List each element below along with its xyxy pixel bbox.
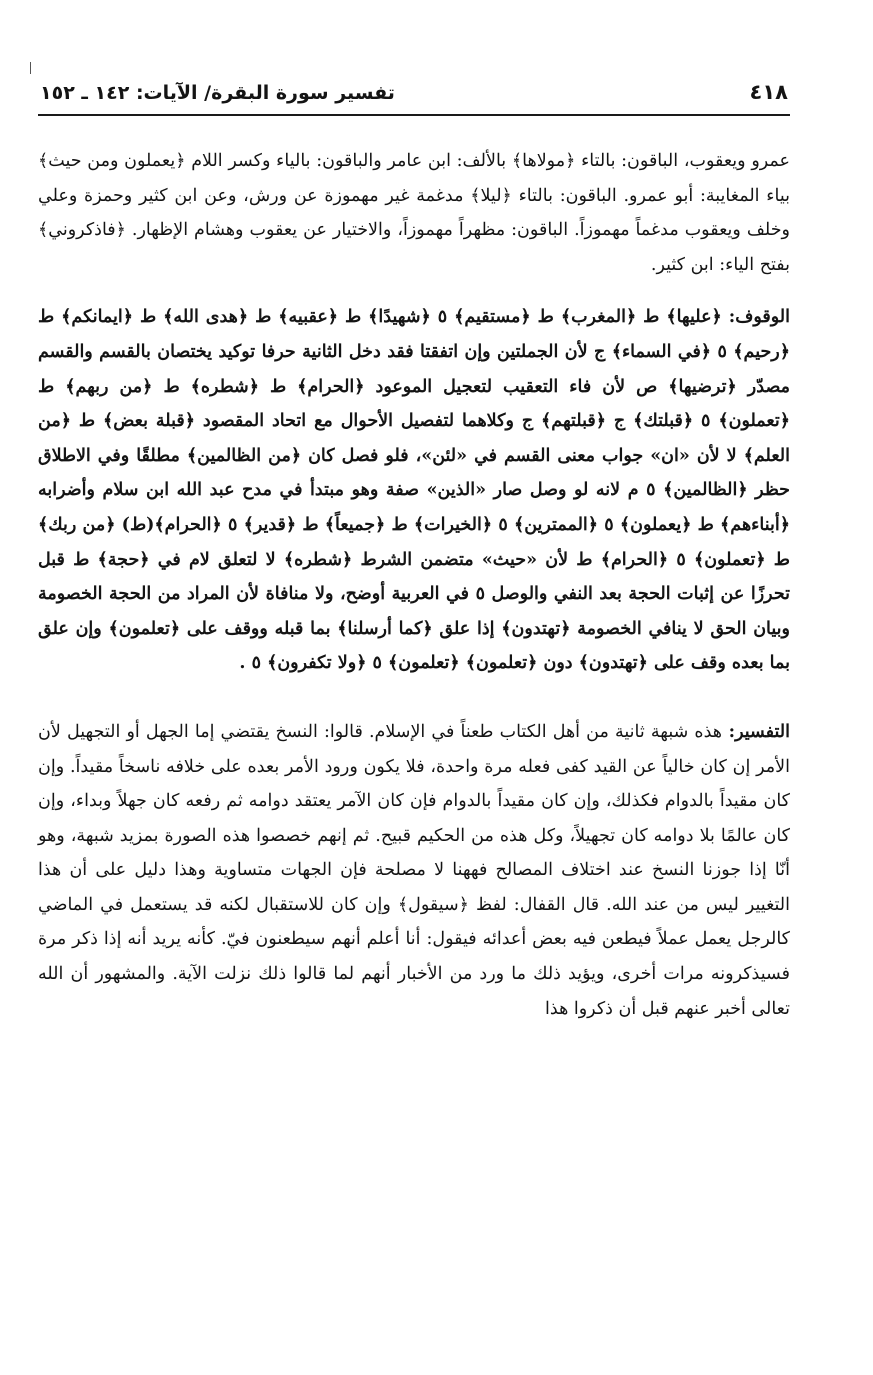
page xyxy=(38,80,790,1026)
running-title: تفسير سورة البقرة/ الآيات: ١٤٢ ـ ١٥٢ xyxy=(40,82,395,104)
wuquf-lead: الوقوف: xyxy=(721,307,791,328)
running-header xyxy=(38,80,790,116)
qiraat-paragraph xyxy=(38,144,790,282)
qiraat-text: عمرو ويعقوب، الباقون: بالتاء ﴿مولاها﴾ بالألف: ابن عامر والباقون: بالياء وكسر اللام ﴿يعملون ومن حيث﴾ بياء المغايبة: أبو عمرو. الباقون: بالتاء ﴿ليلا﴾ مدغمة غير مهموزة عن ورش، وعن ابن كثير وحمزة وعلي وخلف ويعقوب مدغماً مهموزاً. الباقون: مظهراً مهموزاً، والاختيار عن يعقوب وهشام الإظهار. ﴿فاذكروني﴾ بفتح الياء: ابن كثير. xyxy=(38,151,790,275)
tafsir-lead: التفسير: xyxy=(722,721,790,742)
page-number: ٤١٨ xyxy=(749,80,788,104)
wuquf-paragraph xyxy=(38,300,790,681)
margin-mark xyxy=(30,62,31,74)
tafsir-paragraph xyxy=(38,715,790,1026)
tafsir-text: هذه شبهة ثانية من أهل الكتاب طعناً في الإسلام. قالوا: النسخ يقتضي إما الجهل أو التجهيل لأن الأمر إن كان خالياً عن القيد كفى فعله مرة واحدة، فلا يكون ورود الأمر بعده على خلافه ناسخاً مقيداً. وإن كان مقيداً بالدوام فكذلك، وإن كان مقيداً بالدوام فإن كان الآمر يعتقد دوامه ثم رفعه كان جهلاً وبداء، وإن كان عالمًا بلا دوامه كان تجهيلاً، وكل هذه من الحكيم قبيح. ثم إنهم خصصوا هذه الصورة بمزيد شبهة، وهو أنّا إذا جوزنا النسخ عند اختلاف المصالح فههنا لا مصلحة فإن الجهات متساوية وهذا دليل على أن هذا التغيير ليس من عند الله. قال القفال: لفظ ﴿سيقول﴾ وإن كان للاستقبال لكنه قد يستعمل في الماضي كالرجل يعمل عملاً فيطعن فيه بعض أعدائه فيقول: أنا أعلم أنهم سيطعنون فيّ. كأنه يريد أنه إذا ذكر مرة فسيذكرونه مرات أخرى، ويؤيد ذلك ما ورد من الأخبار أنهم لما قالوا ذلك نزلت الآية. والمشهور أن الله تعالى أخبر عنهم قبل أن ذكروا هذا xyxy=(38,721,790,1019)
wuquf-text: ﴿عليها﴾ ط ﴿المغرب﴾ ط ﴿مستقيم﴾ ٥ ﴿شهيدًا﴾ ط ﴿عقبيه﴾ ط ﴿هدى الله﴾ ط ﴿ايمانكم﴾ ط ﴿رحيم﴾ ٥ ﴿في السماء﴾ ج لأن الجملتين وإن اتفقتا فقد دخل الثانية حرفا توكيد يختصان بالقسم والقسم مصدّر ﴿ترضيها﴾ ص لأن فاء التعقيب لتعجيل الموعود ﴿الحرام﴾ ط ﴿شطره﴾ ط ﴿من ربهم﴾ ط ﴿تعملون﴾ ٥ ﴿قبلتك﴾ ج ﴿قبلتهم﴾ ج وكلاهما لتفصيل الأحوال مع اتحاد المقصود ﴿قبلة بعض﴾ ط ﴿من العلم﴾ لا لأن «ان» جواب معنى القسم في «لئن»، فلو فصل كان ﴿من الظالمين﴾ مطلقًا وفي الاطلاق حظر ﴿الظالمين﴾ ٥ م لانه لو وصل صار «الذين» صفة وهو مبتدأ في مدح عبد الله ابن سلام وأضرابه ﴿أبناءهم﴾ ط ﴿يعملون﴾ ٥ ﴿الممترين﴾ ٥ ﴿الخيرات﴾ ط ﴿جميعاً﴾ ط ﴿قدير﴾ ٥ ﴿الحرام﴾(ط) ﴿من ربك﴾ ط ﴿تعملون﴾ ٥ ﴿الحرام﴾ ط لأن «حيث» متضمن الشرط ﴿شطره﴾ لا لتعلق لام في ﴿حجة﴾ ط قبل تحرزًا عن إثبات الحجة بعد النفي والوصل ٥ في العربية أوضح، ولا منافاة لأن المراد من الحجة الخصومة وبيان الحق لا ينافي الخصومة ﴿تهتدون﴾ إذا علق ﴿كما أرسلنا﴾ بما قبله ووقف على ﴿تعلمون﴾ وإن علق بما بعده وقف على ﴿تهتدون﴾ دون ﴿تعلمون﴾ ﴿تعلمون﴾ ٥ ﴿ولا تكفرون﴾ ٥ . xyxy=(38,307,791,674)
